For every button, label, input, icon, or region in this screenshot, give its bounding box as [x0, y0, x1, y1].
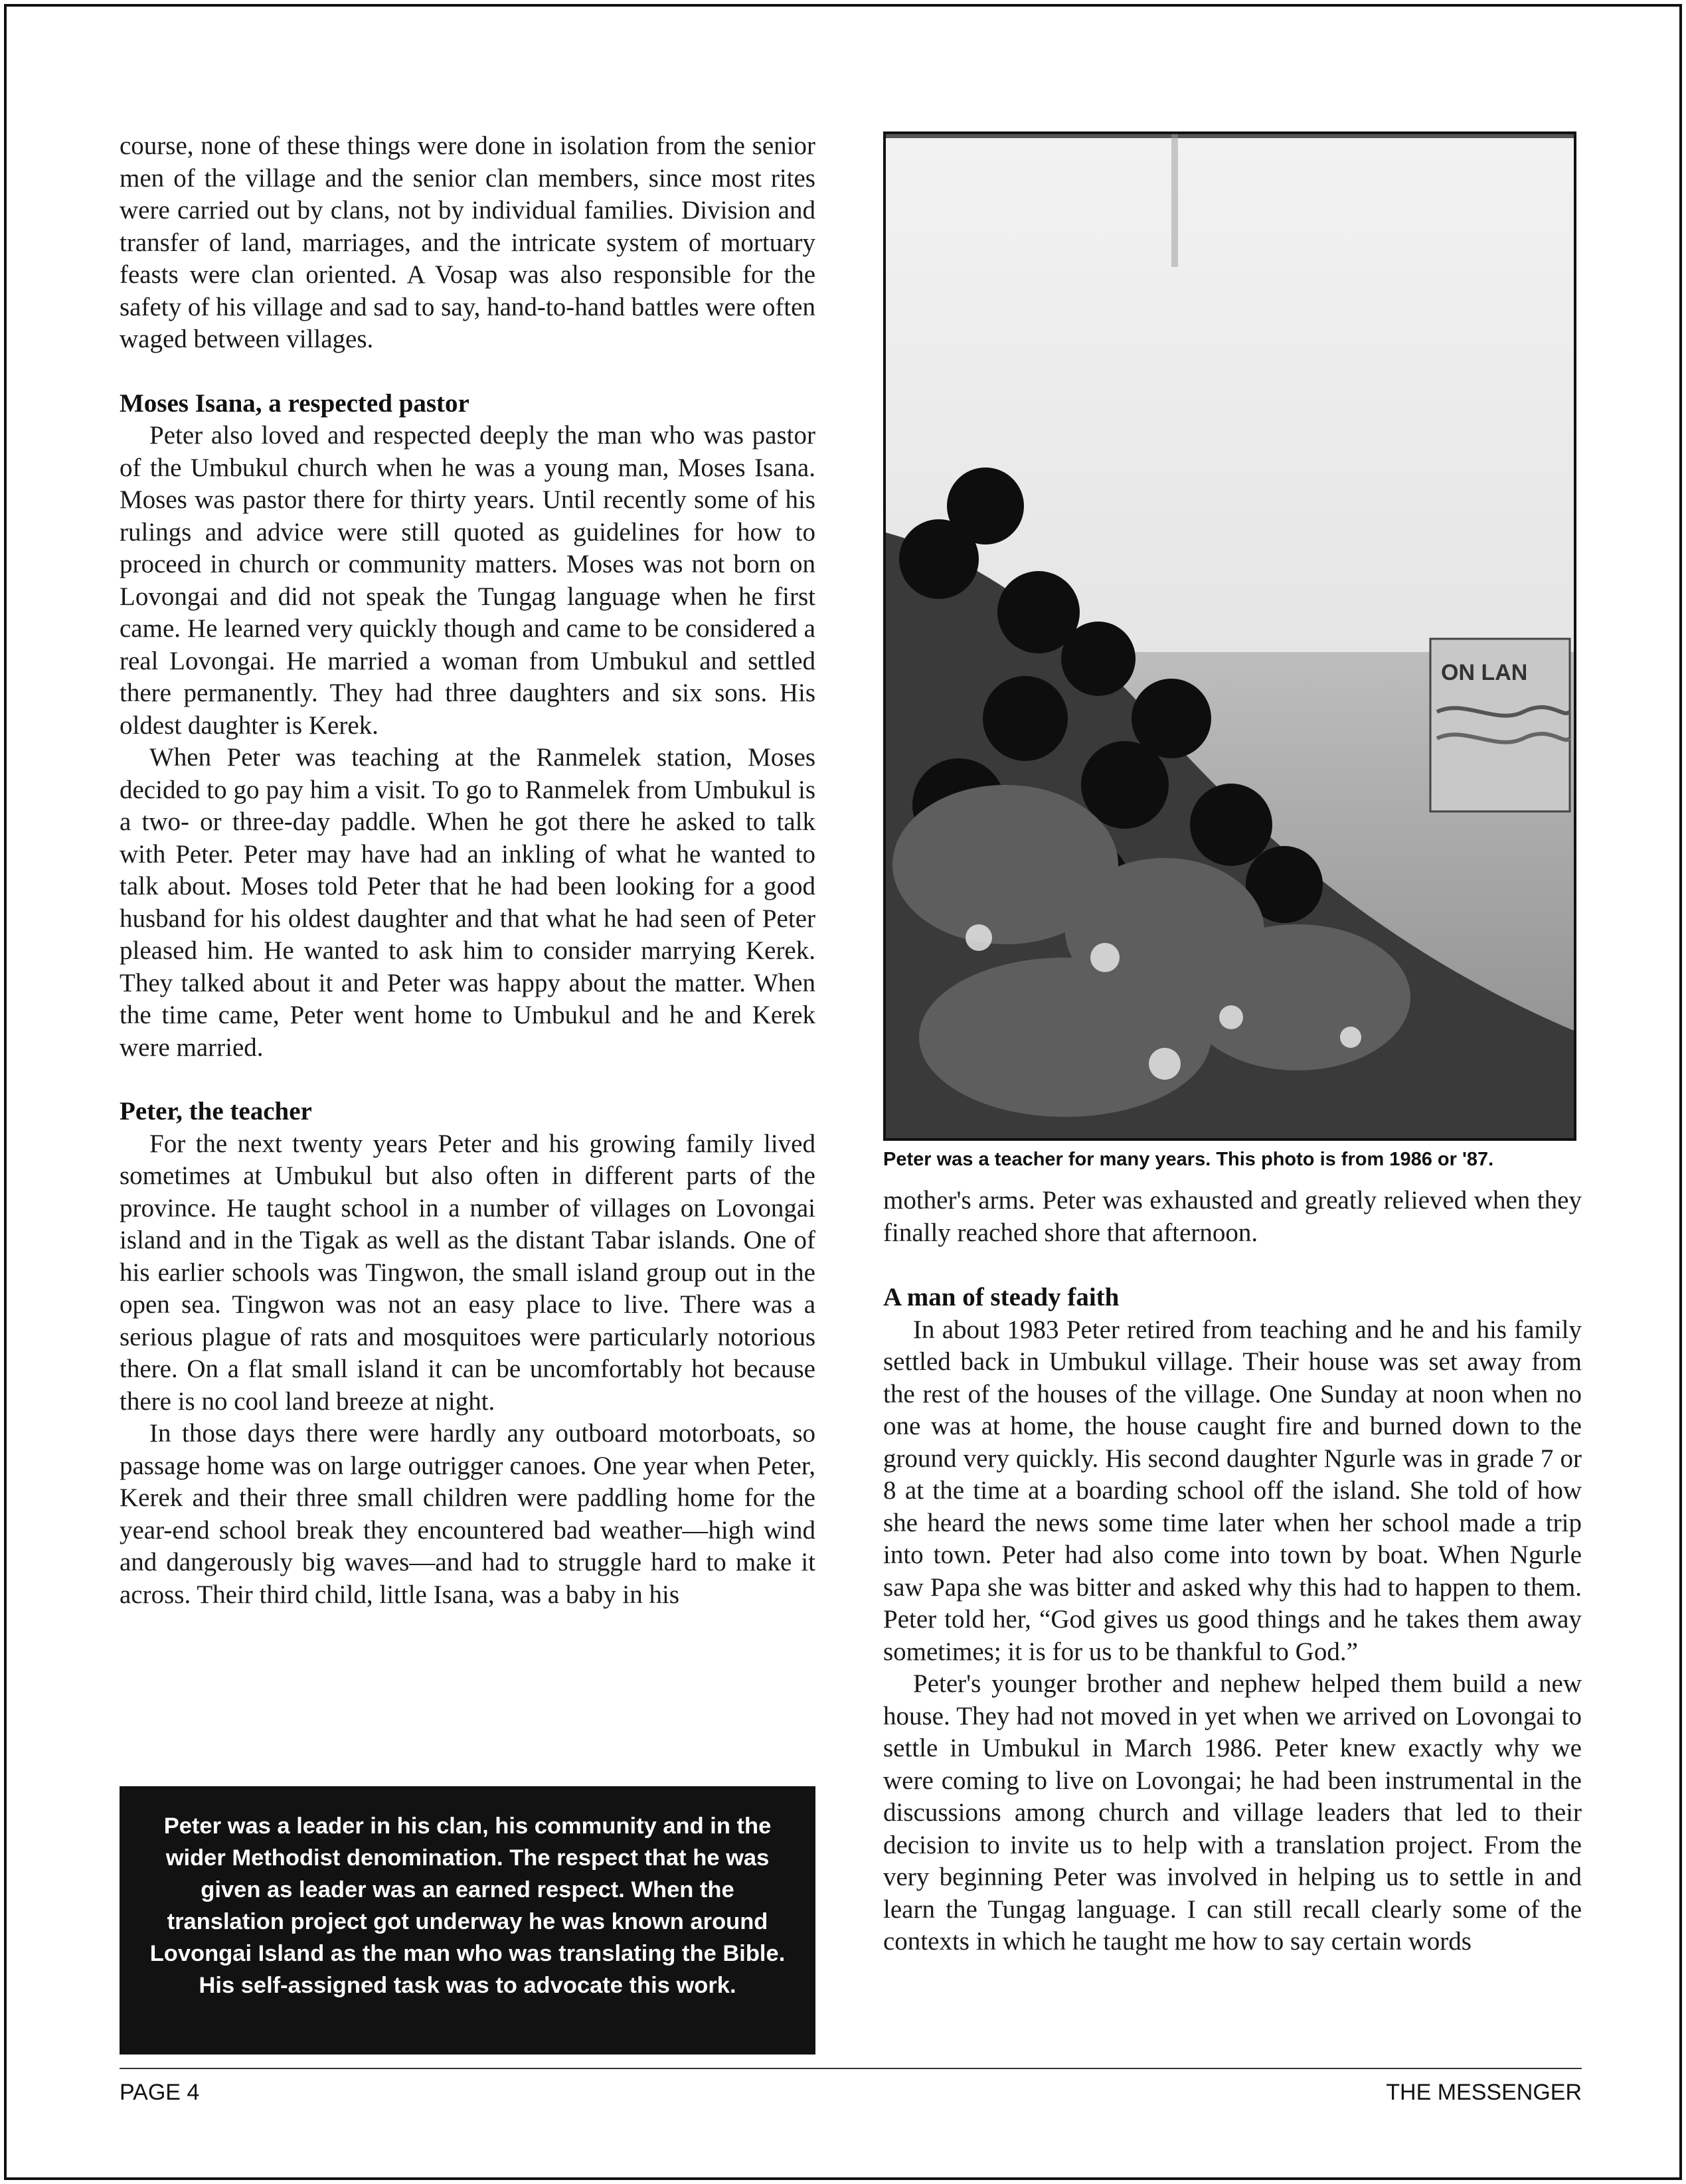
faith-paragraph-2: Peter's younger brother and nephew helped them build a new house. They had not moved in yet when we arrived on Lovongai to settle in Umbukul in March 1986. Peter knew exactly why we were coming to live on Lovongai; he had been instrumental in the discussions among church and village leaders that led to their decision to invite us to help with a translation project. From the very beginning Peter was involved in helping us to settle in and learn the Tungag language. I can still recall clearly some of the contexts in which he taught me how to say certain words [883, 1669, 1582, 1956]
photo-women-gathering [883, 131, 1576, 1141]
section-heading-moses: Moses Isana, a respected pastor [120, 388, 469, 418]
callout-text: Peter was a leader in his clan, his community and in the wider Methodist denomination. The respect that he was given as leader was an earned respect. When the translation project got underway he was known around Lovongai Island as the man who was translating the Bible. His self-assigned task was to advocate this work. [149, 1813, 786, 1998]
continuation-paragraph: mother's arms. Peter was exhausted and greatly relieved when they finally reached shore that afternoon. [883, 1186, 1582, 1247]
section-heading-teacher: Peter, the teacher [120, 1097, 312, 1126]
publication-name: THE MESSENGER [1386, 2080, 1582, 2105]
intro-paragraph: course, none of these things were done in isolation from the senior men of the village and the senior clan members, since most rites were carried out by clans, not by individual families. Division and transfer of land, marriages, and the intricate system of mortuary feasts were clan oriented. A Vosap was also responsible for the safety of his village and sad to say, hand-to-hand battles were often waged between villages. [120, 131, 815, 353]
moses-paragraph-1: Peter also loved and respected deeply the man who was pastor of the Umbukul church when he was a young man, Moses Isana. Moses was pastor there for thirty years. Until recently some of his rulings and advice were still quoted as guidelines for how to proceed in church or community matters. Moses was not born on Lovongai and did not speak the Tungag language when he first came. He learned very quickly though and came to be considered a real Lovongai. He married a woman from Umbukul and settled there permanently. They had three daughters and six sons. His oldest daughter is Kerek. [120, 421, 815, 740]
photo-caption: Peter was a teacher for many years. This photo is from 1986 or '87. [883, 1149, 1494, 1170]
teacher-paragraph-2: In those days there were hardly any outboard motorboats, so passage home was on large outrigger canoes. One year when Peter, Kerek and their three small children were paddling home for the year-end school break they encountered bad weather—high wind and dangerously big waves—and had to struggle hard to make it across. Their third child, little Isana, was a baby in his [120, 1419, 815, 1609]
right-column-top [883, 1185, 1582, 1249]
right-column-bottom [883, 1282, 1582, 1958]
left-column [120, 130, 815, 1611]
callout-box [120, 1786, 815, 2055]
page-number: PAGE 4 [120, 2080, 200, 2105]
banner-text: ON LAN [1441, 660, 1528, 685]
moses-paragraph-2: When Peter was teaching at the Ranmelek station, Moses decided to go pay him a visit. To go to Ranmelek from Umbukul is a two- or three-day paddle. When he got there he asked to talk with Peter. Peter may have had an inkling of what he wanted to talk about. Moses told Peter that he had been looking for a good husband for his oldest daughter and that what he had seen of Peter pleased him. He wanted to ask him to consider marrying Kerek. They talked about it and Peter was happy about the matter. When the time came, Peter went home to Umbukul and he and Kerek were married. [120, 743, 815, 1062]
teacher-paragraph-1: For the next twenty years Peter and his growing family lived sometimes at Umbukul but also often in different parts of the province. He taught school in a number of villages on Lovongai island and in the Tigak as well as the distant Tabar islands. One of his earlier schools was Tingwon, the small island group out in the open sea. Tingwon was not an easy place to live. There was a serious plague of rats and mosquitoes were particularly notorious there. On a flat small island it can be uncomfortably hot because there is no cool land breeze at night. [120, 1129, 815, 1416]
footer-rule [120, 2068, 1582, 2069]
faith-paragraph-1: In about 1983 Peter retired from teaching and he and his family settled back in Umbukul village. Their house was set away from the rest of the houses of the village. One Sunday at noon when no one was at home, the house caught fire and burned down to the ground very quickly. His second daughter Ngurle was in grade 7 or 8 at the time at a boarding school off the island. She told of how she heard the news some time later when her school made a trip into town. Peter had also come into town by boat. When Ngurle saw Papa she was bitter and asked why this had to happen to them. Peter told her, “God gives us good things and he takes them away sometimes; it is for us to be thankful to God.” [883, 1315, 1582, 1666]
section-heading-faith: A man of steady faith [883, 1283, 1120, 1311]
